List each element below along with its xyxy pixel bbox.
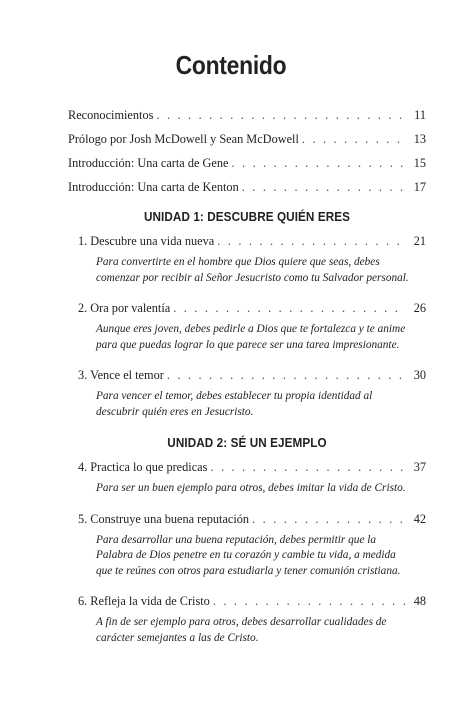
dot-leader <box>252 512 405 527</box>
description-line: descubrir quién eres en Jesucristo. <box>96 405 254 418</box>
description-line: Para ser un buen ejemplo para otros, debes imitar la vida de Cristo. <box>96 482 406 494</box>
chapter-title: 3. Vence el temor <box>78 368 164 382</box>
chapter-entry <box>68 460 426 497</box>
chapter-page: 26 <box>413 301 426 315</box>
toc-entry[interactable] <box>68 156 426 171</box>
description-line: para que puedas lograr lo que parece ser una tarea impresionante. <box>96 338 400 351</box>
entry-title: Introducción: Una carta de Kenton <box>68 180 239 194</box>
toc-entry[interactable] <box>68 368 426 383</box>
chapter-title: 1. Descubre una vida nueva <box>78 234 215 248</box>
dot-leader <box>173 301 405 316</box>
entry-title: Prólogo por Josh McDowell y Sean McDowell <box>68 132 299 146</box>
description-line: Para convertirte en el hombre que Dios quiere que seas, debes <box>96 256 380 268</box>
dot-leader <box>213 594 405 609</box>
chapter-title: 6. Refleja la vida de Cristo <box>78 594 210 608</box>
chapter-entry <box>68 301 426 353</box>
chapter-page: 30 <box>413 368 426 382</box>
dot-leader <box>242 180 405 195</box>
entry-page: 11 <box>414 108 426 122</box>
chapter-entry <box>68 234 426 286</box>
entry-page: 17 <box>413 180 426 194</box>
chapter-description <box>96 533 426 580</box>
chapter-page: 37 <box>413 460 426 474</box>
description-line: Aunque eres joven, debes pedirle a Dios que te fortalezca y te anime <box>96 323 406 335</box>
chapter-title: 4. Practica lo que predicas <box>78 460 208 474</box>
toc-entry[interactable] <box>68 512 426 527</box>
chapter-description <box>96 389 426 420</box>
unit-heading: UNIDAD 1: DESCUBRE QUIÉN ERES <box>143 209 351 224</box>
chapter-description <box>96 481 426 497</box>
entry-title: Introducción: Una carta de Gene <box>68 156 229 170</box>
toc-entry[interactable] <box>68 594 426 609</box>
entry-page: 13 <box>413 132 426 146</box>
toc-entry[interactable] <box>68 460 426 475</box>
description-line: que te reúnes con otros para estudiarla y tener comunión cristiana. <box>96 564 401 577</box>
dot-leader <box>156 108 405 123</box>
description-line: Para vencer el temor, debes establecer tu propia identidad al <box>96 390 373 402</box>
dot-leader <box>302 132 405 147</box>
description-line: comenzar por recibir al Señor Jesucristo como tu Salvador personal. <box>96 271 409 284</box>
chapter-title: 2. Ora por valentía <box>78 301 171 315</box>
description-line: Para desarrollar una buena reputación, debes permitir que la <box>96 533 376 546</box>
description-line: Palabra de Dios penetre en tu corazón y cambie tu vida, a medida <box>96 549 396 561</box>
table-of-contents <box>68 108 426 661</box>
dot-leader <box>167 368 405 383</box>
chapter-page: 42 <box>413 511 426 526</box>
toc-entry[interactable] <box>68 132 426 147</box>
toc-entry[interactable] <box>68 108 426 123</box>
chapter-entry <box>68 368 426 420</box>
chapter-title: 5. Construye una buena reputación <box>78 511 250 526</box>
dot-leader <box>217 234 405 249</box>
front-matter <box>68 108 426 195</box>
entry-page: 15 <box>413 156 426 170</box>
description-line: A fin de ser ejemplo para otros, debes desarrollar cualidades de <box>96 616 387 628</box>
dot-leader <box>210 460 405 475</box>
chapter-entry <box>68 594 426 646</box>
toc-entry[interactable] <box>68 180 426 195</box>
chapter-page: 21 <box>413 234 426 248</box>
chapter-description <box>96 615 426 646</box>
page-title: Contenido <box>175 50 287 80</box>
toc-entry[interactable] <box>68 301 426 316</box>
unit-heading: UNIDAD 2: SÉ UN EJEMPLO <box>167 435 327 450</box>
chapter-description <box>96 255 426 286</box>
entry-title: Reconocimientos <box>68 108 154 122</box>
chapter-entry <box>68 512 426 580</box>
chapter-page: 48 <box>413 594 426 608</box>
chapter-description <box>96 322 426 353</box>
dot-leader <box>231 156 405 171</box>
description-line: carácter semejantes a las de Cristo. <box>96 631 259 644</box>
toc-entry[interactable] <box>68 234 426 249</box>
